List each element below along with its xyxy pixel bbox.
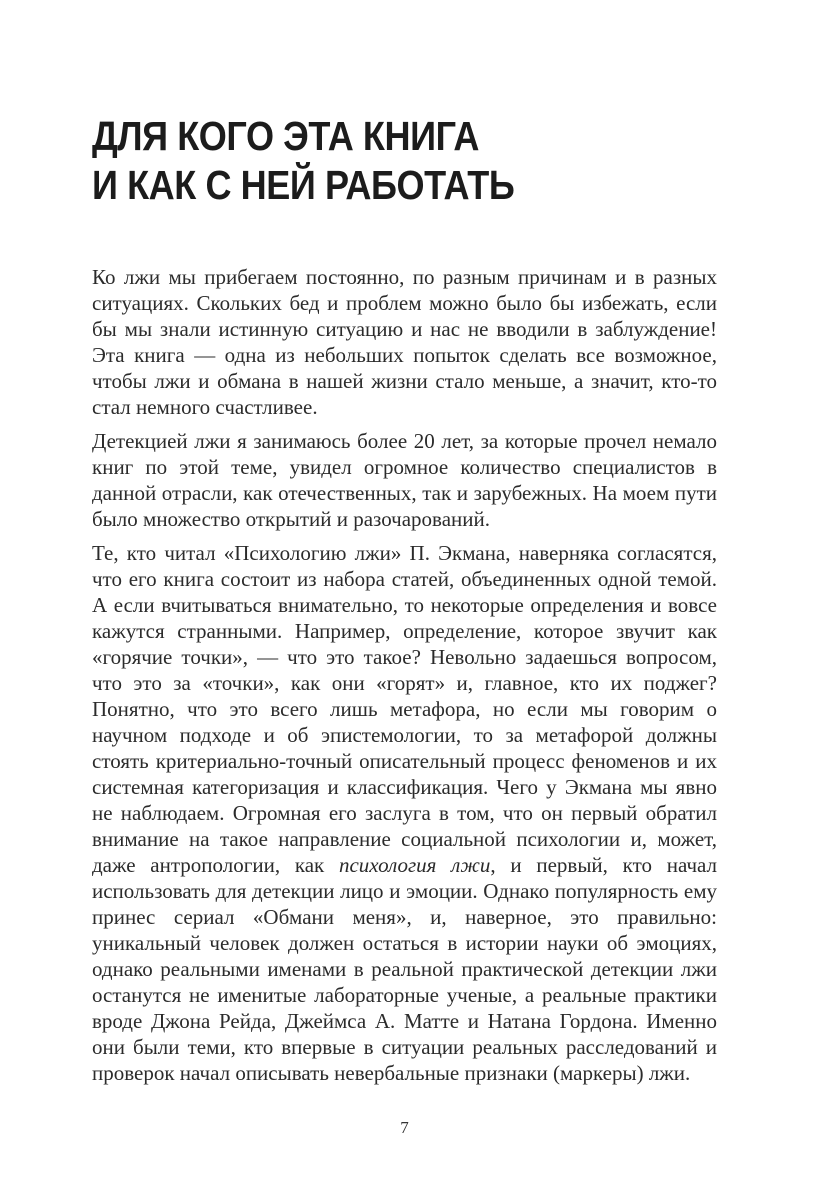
- chapter-title: [92, 112, 642, 210]
- paragraph: [92, 264, 717, 420]
- page-number: 7: [400, 1118, 409, 1137]
- chapter-title-line-2: И КАК С НЕЙ РАБОТАТЬ: [92, 162, 515, 208]
- paragraph-segment: , и первый, кто начал использовать для детекции лицо и эмоции. Однако популярность ему принес сериал «Обмани меня», и, наверное, это правильно: уникальный человек должен остаться в истории науки об эмоциях, однако реальными именами в реальной практической детекции лжи останутся не именитые лабораторные ученые, а реальные практики вроде Джона Рейда, Джеймса А. Матте и Натана Гордона. Именно они были теми, кто впервые в ситуации реальных расследований и проверок начал описывать невербальные признаки (маркеры) лжи.: [92, 853, 717, 1085]
- paragraph-italic-segment: психология лжи: [338, 853, 491, 877]
- paragraph-segment: Те, кто читал «Психологию лжи» П. Экмана, наверняка согласятся, что его книга состоит из набора статей, объединенных одной темой. А если вчитываться внимательно, то некоторые определения и вовсе кажутся странными. Например, определение, которое звучит как «горячие точки», — что это такое? Невольно задаешься вопросом, что это за «точки», как они «горят» и, главное, кто их поджег? Понятно, что это всего лишь метафора, но если мы говорим о научном подходе и об эпистемологии, то за метафорой должны стоять критериально-точный описательный процесс феноменов и их системная категоризация и классификация. Чего у Экмана мы явно не наблюдаем. Огромная его заслуга в том, что он первый обратил внимание на такое направление социальной психологии и, может, даже антропологии, как: [92, 541, 717, 877]
- chapter-title-line-1: ДЛЯ КОГО ЭТА КНИГА: [92, 113, 479, 159]
- body-text: [92, 264, 717, 1086]
- paragraph-segment: Ко лжи мы прибегаем постоянно, по разным причинам и в разных ситуациях. Скольких бед и проблем можно было бы избежать, если бы мы знали истинную ситуацию и нас не вводили в заблуждение! Эта книга — одна из небольших попыток сделать все возможное, чтобы лжи и обмана в нашей жизни стало меньше, а значит, кто-то стал немного счастливее.: [92, 265, 717, 419]
- page-content: [92, 112, 717, 1086]
- paragraph: [92, 540, 717, 1086]
- paragraph: [92, 428, 717, 532]
- paragraph-segment: Детекцией лжи я занимаюсь более 20 лет, за которые прочел немало книг по этой теме, увидел огромное количество специалистов в данной отрасли, как отечественных, так и зарубежных. На моем пути было множество открытий и разочарований.: [92, 429, 717, 531]
